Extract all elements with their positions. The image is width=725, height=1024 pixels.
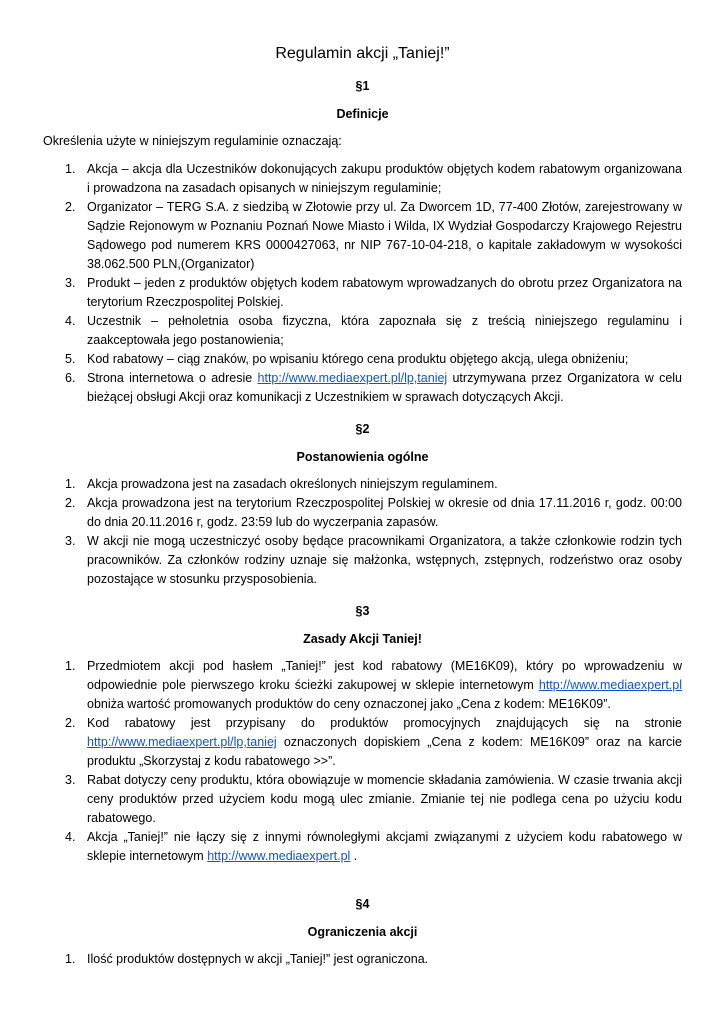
list-item: 1. Przedmiotem akcji pod hasłem „Taniej!” jest kod rabatowy (ME16K09), który po wprowadzeniu w odpowiednie pole pierwszego kroku ścieżki zakupowej w sklepie internetowym http://www.mediaexpert.pl obniża wartość promowanych produktów do ceny oznaczonej jako „Cena z kodem: ME16K09”. [65, 659, 682, 711]
taniej-page-link[interactable]: http://www.mediaexpert.pl/lp,taniej [87, 735, 277, 749]
document-page [43, 44, 682, 983]
list-item: 1. Ilość produktów dostępnych w akcji „Taniej!” jest ograniczona. [65, 952, 429, 966]
section-4-list [43, 950, 682, 969]
spacer [43, 880, 682, 896]
list-item: 3. W akcji nie mogą uczestniczyć osoby będące pracownikami Organizatora, a także członkowie rodzin tych pracowników. Za członków rodziny uznaje się małżonka, wstępnych, zstępnych, rodzeństwo oraz osoby pozostające w stosunku przysposobienia. [65, 534, 682, 586]
section-2-heading: Postanowienia ogólne [296, 450, 429, 464]
section-4-number: §4 [355, 897, 370, 911]
list-item: 3. Rabat dotyczy ceny produktu, która obowiązuje w momencie składania zamówienia. W czasie trwania akcji ceny produktów przed użyciem kodu mogą ulec zmianie. Zmianie tej nie podlega cena po użyciu kodu rabatowego. [65, 773, 682, 825]
list-item: 5. Kod rabatowy – ciąg znaków, po wpisaniu którego cena produktu objętego akcją, ulega obniżeniu; [65, 352, 629, 366]
section-2-list [43, 475, 682, 589]
list-item: 6. Strona internetowa o adresie http://www.mediaexpert.pl/lp,taniej utrzymywana przez Organizatora w celu bieżącej obsługi Akcji oraz komunikacji z Uczestnikiem w sprawach dotyczących Akcji. [65, 371, 683, 404]
taniej-page-link[interactable]: http://www.mediaexpert.pl/lp,taniej [257, 371, 448, 385]
list-item: 4. Uczestnik – pełnoletnia osoba fizyczna, która zapoznała się z treścią niniejszego regulaminu i zaakceptowała jego postanowienia; [65, 314, 682, 347]
section-3-number: §3 [355, 604, 370, 618]
section-4-heading: Ograniczenia akcji [307, 925, 418, 939]
list-item: 1. Akcja prowadzona jest na zasadach określonych niniejszym regulaminem. [65, 477, 498, 491]
list-item: 2. Akcja prowadzona jest na terytorium Rzeczpospolitej Polskiej w okresie od dnia 17.11.2016 r, godz. 00:00 do dnia 20.11.2016 r, godz. 23:59 lub do wyczerpania zapasów. [65, 496, 682, 529]
list-item: 2. Kod rabatowy jest przypisany do produktów promocyjnych znajdujących się na stronie http://www.mediaexpert.pl/lp,taniej oznaczonych dopiskiem „Cena z kodem: ME16K09” oraz na karcie produktu „Skorzystaj z kodu rabatowego >>”. [65, 716, 682, 768]
mediaexpert-link[interactable]: http://www.mediaexpert.pl [207, 849, 351, 863]
mediaexpert-link[interactable]: http://www.mediaexpert.pl [538, 678, 682, 692]
list-item: 4. Akcja „Taniej!” nie łączy się z innymi równoległymi akcjami związanymi z użyciem kodu rabatowego w sklepie internetowym http://www.mediaexpert.pl . [65, 830, 682, 863]
list-item: 1. Akcja – akcja dla Uczestników dokonujących zakupu produktów objętych kodem rabatowym organizowana i prowadzona na zasadach opisanych w niniejszym regulaminie; [65, 162, 682, 195]
section-2-number: §2 [355, 422, 370, 436]
section-1-number: §1 [355, 79, 370, 93]
document-title: Regulamin akcji „Taniej!” [275, 45, 450, 62]
list-item: 2. Organizator – TERG S.A. z siedzibą w Złotowie przy ul. Za Dworcem 1D, 77-400 Złotów, zarejestrowany w Sądzie Rejonowym w Poznaniu Poznań Nowe Miasto i Wilda, IX Wydział Gospodarczy Krajowego Rejestru Sądowego pod numerem KRS 0000427063, nr NIP 767-10-04-218, o kapitale zakładowym w wysokości 38.062.500 PLN,(Organizator) [65, 200, 682, 271]
section-3-heading: Zasady Akcji Taniej! [303, 632, 422, 646]
section-3-list [43, 657, 682, 866]
list-item: 3. Produkt – jeden z produktów objętych kodem rabatowym wprowadzanych do obrotu przez Organizatora na terytorium Rzeczpospolitej Polskiej. [65, 276, 682, 309]
section-1-intro: Określenia użyte w niniejszym regulaminie oznaczają: [43, 134, 342, 148]
section-1-list [43, 160, 682, 407]
section-1-heading: Definicje [336, 107, 389, 121]
